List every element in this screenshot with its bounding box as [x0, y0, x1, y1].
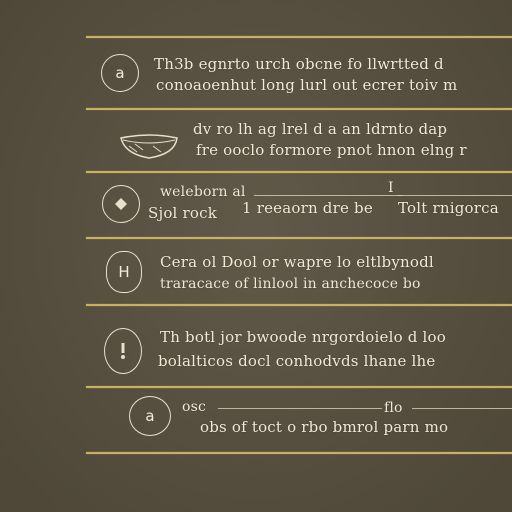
item-line-2-mid: 1 reeaorn dre be: [242, 199, 373, 217]
item-line-1-tail: flo: [384, 400, 403, 416]
fill-line: [254, 195, 402, 196]
list-item: [0, 108, 512, 171]
item-line-2: conoaoenhut long lurl out ecrer toiv m: [156, 76, 458, 94]
list-item: [0, 304, 512, 386]
fill-line: [398, 195, 512, 196]
list-item: [0, 237, 512, 304]
item-line-2: Sjol rock: [148, 204, 218, 222]
list-item: [0, 36, 512, 108]
item-line-1: Th3b egnrto urch obcne fo llwrtted d: [154, 55, 444, 73]
item-line-1: dv ro lh ag lrel d a an ldrnto dap: [193, 120, 448, 138]
row-marker: a: [101, 54, 139, 92]
item-line-1-tail: I: [388, 180, 394, 196]
divider-line: [86, 452, 512, 454]
item-line-2: traracace of linlool in anchecoce bo: [160, 276, 421, 292]
item-line-1: Cera ol Dool or wapre lo eltlbynodl: [160, 253, 434, 271]
fill-line: [218, 408, 382, 409]
list-item: [0, 171, 512, 237]
item-line-1: osc: [182, 399, 207, 415]
bowl-icon: [117, 128, 181, 168]
item-line-1: Th botl jor bwoode nrgordoielo d loo: [160, 328, 446, 346]
row-marker: a: [129, 396, 171, 436]
fill-line: [412, 408, 512, 409]
item-line-2: bolalticos docl conhodvds lhane lhe: [158, 352, 436, 370]
item-line-2: fre ooclo formore pnot hnon elng r: [196, 141, 467, 159]
row-marker: H: [106, 251, 142, 293]
item-line-2-tail: Tolt rnigorca: [398, 199, 499, 217]
item-line-2: obs of toct o rbo bmrol parn mo: [200, 418, 449, 436]
list-item: [0, 386, 512, 452]
pin-icon: [104, 328, 142, 374]
item-line-1: weleborn al: [160, 184, 246, 200]
diamond-icon: [102, 185, 140, 223]
